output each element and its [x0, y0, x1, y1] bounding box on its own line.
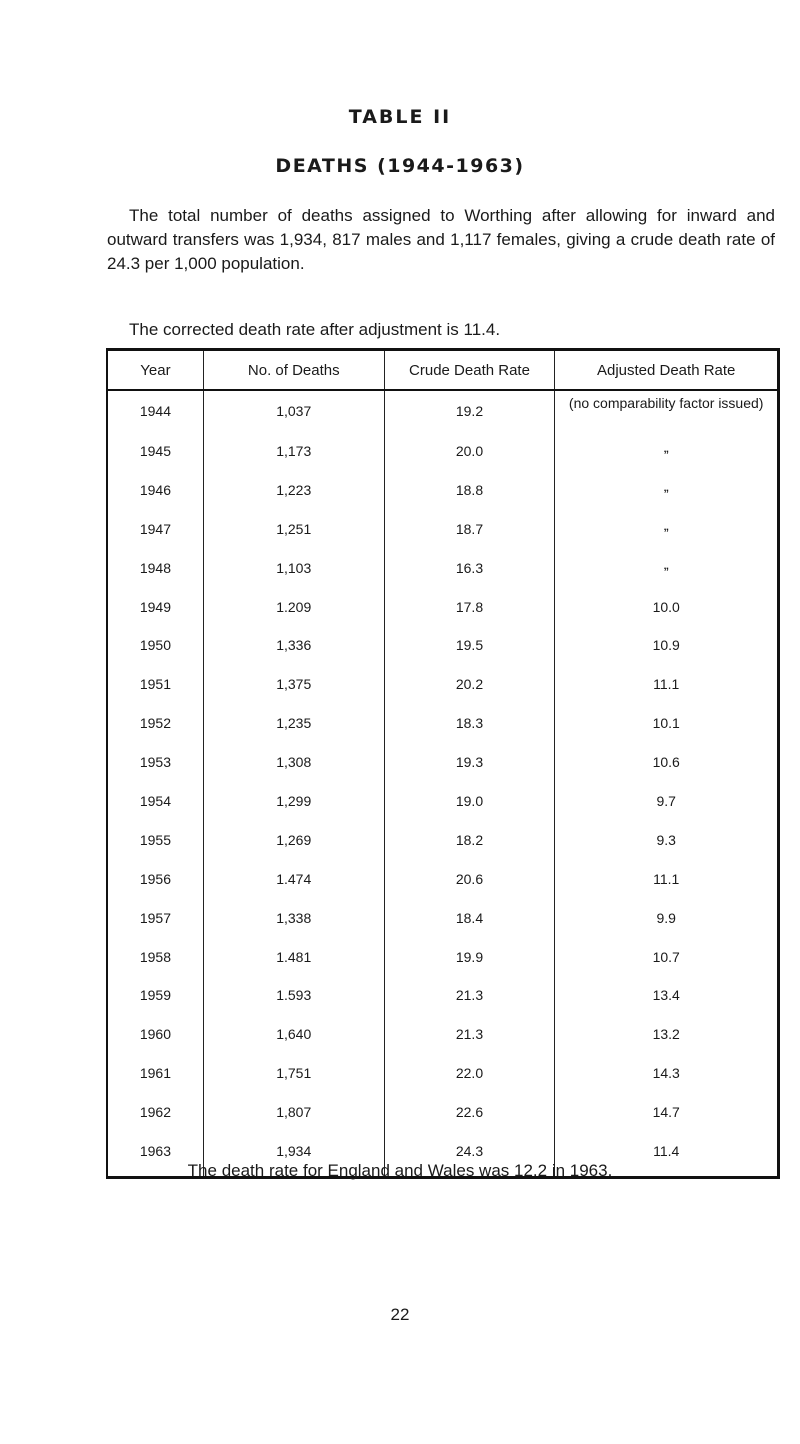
cell-crude-rate: 20.6: [384, 868, 555, 907]
cell-crude-rate: 19.3: [384, 751, 555, 790]
header-crude-rate: Crude Death Rate: [384, 350, 555, 391]
table-row: [107, 634, 779, 673]
cell-year: 1958: [139, 948, 172, 965]
cell-year: 1949: [139, 598, 172, 615]
cell-crude-rate: 24.3: [384, 1140, 555, 1177]
cell-crude-rate: 20.2: [384, 673, 555, 712]
cell-deaths: 1,269: [203, 829, 384, 868]
cell-deaths: 1,299: [203, 790, 384, 829]
cell-adjusted-rate: 13.4: [555, 984, 779, 1023]
cell-deaths: 1,336: [203, 634, 384, 673]
cell-adjusted-rate: 10.6: [555, 751, 779, 790]
cell-adjusted-rate: „: [555, 440, 779, 479]
cell-adjusted-rate: 9.9: [555, 907, 779, 946]
table-row: [107, 1023, 779, 1062]
cell-year: 1955: [139, 831, 172, 848]
cell-year: 1950: [139, 637, 172, 654]
table-row: [107, 440, 779, 479]
cell-deaths: 1,235: [203, 712, 384, 751]
cell-crude-rate: 20.0: [384, 440, 555, 479]
adjustment-paragraph: The corrected death rate after adjustment is 11.4.: [129, 320, 501, 339]
cell-crude-rate: 17.8: [384, 596, 555, 635]
cell-deaths: 1,807: [203, 1101, 384, 1140]
table-row: [107, 712, 779, 751]
cell-deaths: 1.474: [203, 868, 384, 907]
cell-deaths: 1,375: [203, 673, 384, 712]
cell-adjusted-rate: 14.7: [555, 1101, 779, 1140]
cell-crude-rate: 19.2: [384, 390, 555, 440]
cell-crude-rate: 19.0: [384, 790, 555, 829]
cell-deaths: 1,037: [203, 390, 384, 440]
header-year: Year: [107, 350, 203, 391]
cell-adjusted-rate: „: [555, 557, 779, 596]
cell-year: 1946: [139, 481, 172, 498]
cell-year: 1954: [139, 793, 172, 810]
cell-year: 1961: [139, 1065, 172, 1082]
cell-crude-rate: 18.2: [384, 829, 555, 868]
cell-year: 1947: [139, 520, 172, 537]
table-label: TABLE II: [348, 106, 452, 128]
cell-year: 1952: [139, 715, 172, 732]
cell-year: 1951: [139, 676, 172, 693]
table-row: [107, 557, 779, 596]
cell-deaths: 1.481: [203, 946, 384, 985]
cell-crude-rate: 18.8: [384, 479, 555, 518]
cell-year: 1960: [139, 1026, 172, 1043]
cell-deaths: 1.593: [203, 984, 384, 1023]
header-adjusted-rate: Adjusted Death Rate: [555, 350, 779, 391]
cell-crude-rate: 22.6: [384, 1101, 555, 1140]
header-deaths: No. of Deaths: [203, 350, 384, 391]
table-row: [107, 1101, 779, 1140]
cell-adjusted-rate: 10.7: [555, 946, 779, 985]
cell-deaths: 1,338: [203, 907, 384, 946]
table-row: [107, 790, 779, 829]
table-row: [107, 829, 779, 868]
table-row: [107, 751, 779, 790]
cell-crude-rate: 19.9: [384, 946, 555, 985]
cell-year: 1944: [139, 403, 172, 419]
cell-deaths: 1,640: [203, 1023, 384, 1062]
cell-deaths: 1,251: [203, 518, 384, 557]
page-number: 22: [390, 1305, 410, 1324]
cell-adjusted-rate: 11.1: [555, 673, 779, 712]
cell-year: 1956: [139, 870, 172, 887]
cell-year: 1953: [139, 754, 172, 771]
cell-deaths: 1,751: [203, 1062, 384, 1101]
cell-year: 1963: [139, 1143, 172, 1160]
cell-adjusted-rate: „: [555, 479, 779, 518]
table-row: [107, 1062, 779, 1101]
cell-crude-rate: 22.0: [384, 1062, 555, 1101]
cell-deaths: 1,173: [203, 440, 384, 479]
cell-adjusted-rate: 11.1: [555, 868, 779, 907]
cell-year: 1945: [139, 443, 172, 459]
cell-deaths: 1,308: [203, 751, 384, 790]
cell-adjusted-rate: 9.7: [555, 790, 779, 829]
cell-adjusted-rate: 10.9: [555, 634, 779, 673]
cell-year: 1957: [139, 909, 172, 926]
cell-deaths: 1,103: [203, 557, 384, 596]
cell-crude-rate: 18.3: [384, 712, 555, 751]
cell-adjusted-rate: „: [555, 518, 779, 557]
table-header-row: [107, 350, 779, 391]
cell-deaths: 1.209: [203, 596, 384, 635]
cell-crude-rate: 18.4: [384, 907, 555, 946]
table-row: [107, 518, 779, 557]
cell-crude-rate: 18.7: [384, 518, 555, 557]
table-row: [107, 673, 779, 712]
cell-crude-rate: 19.5: [384, 634, 555, 673]
table-row: [107, 946, 779, 985]
cell-adjusted-rate: 11.4: [555, 1140, 779, 1177]
cell-deaths: 1,934: [203, 1140, 384, 1177]
cell-crude-rate: 21.3: [384, 984, 555, 1023]
table-row: [107, 479, 779, 518]
summary-paragraph: The total number of deaths assigned to Worthing after allowing for inward and outward transfers was 1,934, 817 males and 1,117 females, giving a crude death rate of 24.3 per 1,000 population.: [107, 206, 775, 273]
cell-crude-rate: 16.3: [384, 557, 555, 596]
cell-year: 1959: [139, 987, 172, 1004]
table-row: [107, 907, 779, 946]
cell-year: 1962: [139, 1104, 172, 1121]
cell-year: 1948: [139, 559, 172, 576]
footer-note: The death rate for England and Wales was 12.2 in 1963.: [187, 1161, 613, 1180]
cell-crude-rate: 21.3: [384, 1023, 555, 1062]
cell-adjusted-rate: 9.3: [555, 829, 779, 868]
table-row: [107, 596, 779, 635]
table-row: [107, 390, 779, 440]
table-row: [107, 868, 779, 907]
cell-adjusted-rate: (no comparability factor issued): [555, 390, 779, 440]
deaths-table: [106, 348, 780, 1179]
page-title: DEATHS (1944-1963): [275, 155, 525, 177]
cell-adjusted-rate: 10.0: [555, 596, 779, 635]
table-body: [107, 390, 779, 1177]
cell-adjusted-rate: 13.2: [555, 1023, 779, 1062]
cell-deaths: 1,223: [203, 479, 384, 518]
cell-adjusted-rate: 10.1: [555, 712, 779, 751]
cell-adjusted-rate: 14.3: [555, 1062, 779, 1101]
table-row: [107, 984, 779, 1023]
